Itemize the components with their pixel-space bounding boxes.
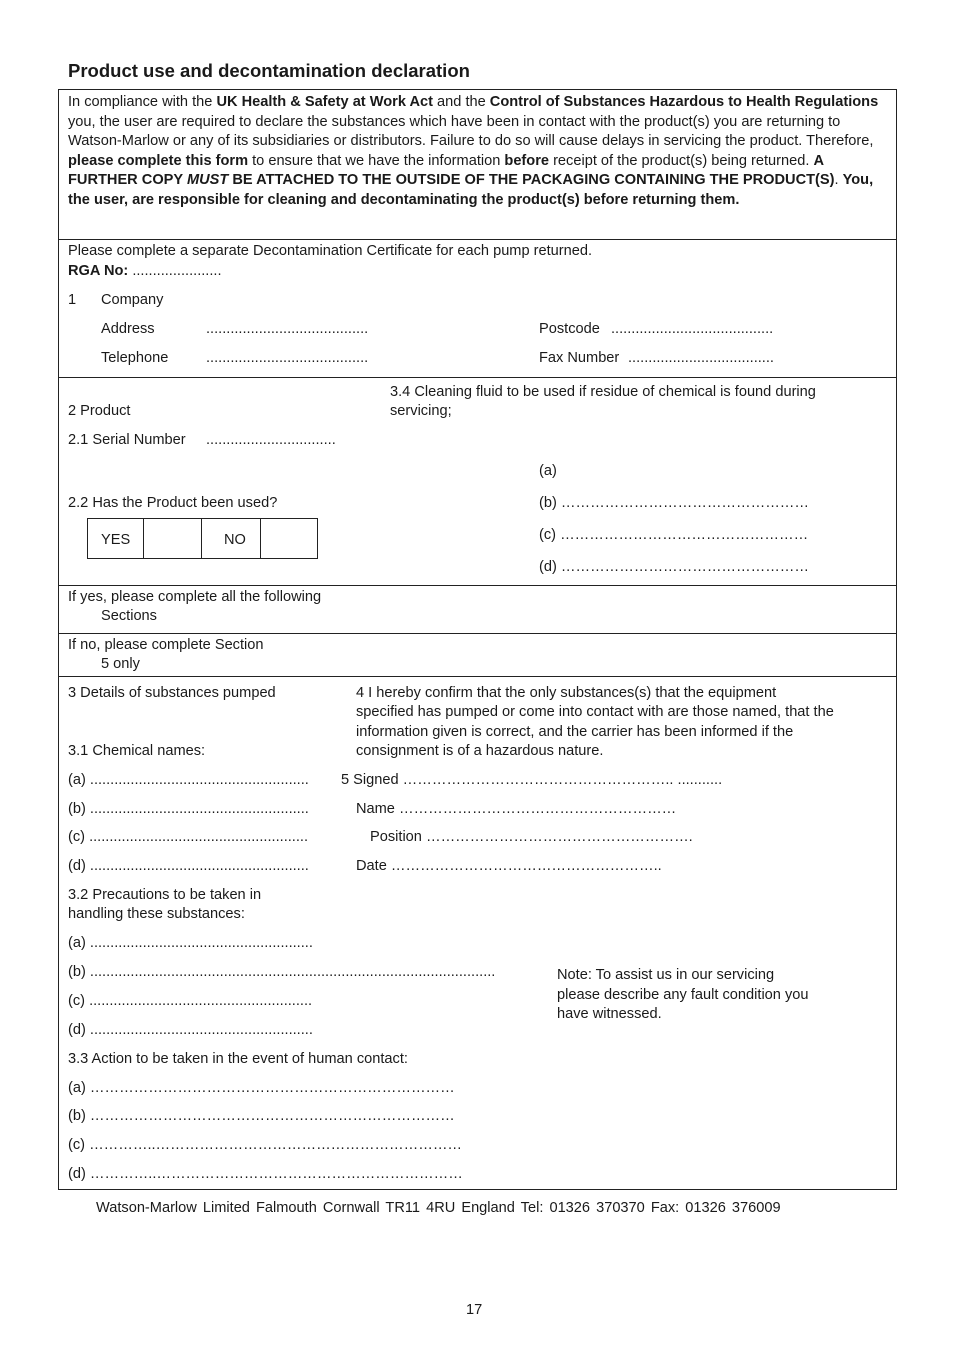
- if-yes-note-cont: Sections: [101, 608, 157, 624]
- cleaning-fluid-heading: 3.4 Cleaning fluid to be used if residue of chemical is found during: [390, 384, 816, 400]
- action-b[interactable]: (b) …………………………………………………………………: [68, 1108, 455, 1124]
- divider: [58, 239, 897, 240]
- intro-text: to ensure that we have the information: [248, 152, 505, 169]
- intro-text: and the: [432, 94, 490, 110]
- section-3-heading: 3 Details of substances pumped: [68, 685, 276, 701]
- chemical-name-a[interactable]: (a) ......................................................: [68, 772, 309, 788]
- divider: [58, 676, 897, 677]
- postcode-field[interactable]: ........................................: [611, 321, 774, 337]
- divider: [58, 633, 897, 634]
- precaution-a[interactable]: (a) .......................................................: [68, 935, 313, 951]
- separate-certificate-note: Please complete a separate Decontamination Certificate for each pump returned.: [68, 243, 593, 259]
- address-field[interactable]: ........................................: [206, 321, 369, 337]
- product-heading: 2 Product: [68, 403, 131, 419]
- company-label: Company: [101, 292, 164, 308]
- precaution-b[interactable]: (b) ....................................................................................................: [68, 964, 496, 980]
- position-field[interactable]: Position ……………………………………………….: [370, 829, 693, 845]
- no-checkbox[interactable]: [261, 519, 316, 557]
- product-used-question: 2.2 Has the Product been used?: [68, 495, 278, 511]
- cleaning-fluid-c[interactable]: (c) ……………………………………………: [539, 527, 809, 543]
- action-a[interactable]: (a) …………………………………………………………………: [68, 1080, 455, 1096]
- cleaning-fluid-d[interactable]: (d) ……………………………………………: [539, 559, 809, 575]
- serial-number-field[interactable]: ................................: [206, 432, 336, 448]
- intro-text: .: [834, 172, 843, 188]
- confirmation-line-2: specified has pumped or come into contact with are those named, that the: [356, 704, 834, 720]
- action-d[interactable]: (d) …………..………………………………………………………: [68, 1166, 463, 1182]
- chemical-name-c[interactable]: (c) ......................................................: [68, 829, 309, 845]
- cleaning-fluid-heading-cont: servicing;: [390, 403, 452, 419]
- intro-italic: MUST: [186, 172, 229, 188]
- page-number: 17: [466, 1302, 483, 1318]
- precautions-heading: 3.2 Precautions to be taken in: [68, 887, 262, 903]
- fax-field[interactable]: ....................................: [628, 350, 774, 366]
- box-divider: [201, 518, 202, 558]
- rga-field[interactable]: [68, 262, 222, 282]
- confirmation-line-1: 4 I hereby confirm that the only substances(s) that the equipment: [356, 685, 777, 701]
- page-title: Product use and decontamination declaration: [68, 60, 470, 81]
- intro-bold: Control of Substances Hazardous to Health Regulations: [489, 94, 879, 110]
- no-label: NO: [224, 532, 246, 548]
- chemical-name-d[interactable]: (d) ......................................................: [68, 858, 309, 874]
- if-yes-note: If yes, please complete all the following: [68, 589, 322, 605]
- rga-label: RGA No:: [68, 263, 129, 279]
- confirmation-line-3: information given is correct, and the carrier has been informed if the: [356, 724, 794, 740]
- human-contact-heading: 3.3 Action to be taken in the event of human contact:: [68, 1051, 408, 1067]
- note-line-2: please describe any fault condition you: [557, 987, 809, 1003]
- intro-text: In compliance with the: [68, 94, 217, 110]
- telephone-field[interactable]: ........................................: [206, 350, 369, 366]
- intro-bold: UK Health & Safety at Work Act: [216, 94, 433, 110]
- section-number-1: 1: [68, 292, 77, 308]
- if-no-note-cont: 5 only: [101, 656, 140, 672]
- confirmation-line-4: consignment is of a hazardous nature.: [356, 743, 604, 759]
- intro-bold: please complete this form: [68, 152, 249, 169]
- telephone-label: Telephone: [101, 350, 169, 366]
- rga-dots: ......................: [128, 263, 222, 279]
- signed-field[interactable]: 5 Signed ……………………………………………….. ...........: [341, 772, 723, 788]
- address-label: Address: [101, 321, 155, 337]
- date-field[interactable]: Date ………………………………………………..: [356, 858, 662, 874]
- serial-number-label: 2.1 Serial Number: [68, 432, 186, 448]
- intro-bold: before: [504, 152, 550, 169]
- postcode-label: Postcode: [539, 321, 600, 337]
- action-c[interactable]: (c) …………..………………………………………………………: [68, 1137, 463, 1153]
- note-line-3: have witnessed.: [557, 1006, 662, 1022]
- chemical-name-b[interactable]: (b) ......................................................: [68, 801, 309, 817]
- name-field[interactable]: Name …………………………………………………: [356, 801, 677, 817]
- yes-label: YES: [101, 532, 131, 548]
- yes-checkbox[interactable]: [144, 519, 201, 557]
- precautions-heading-cont: handling these substances:: [68, 906, 245, 922]
- precaution-c[interactable]: (c) .......................................................: [68, 993, 313, 1009]
- if-no-note: If no, please complete Section: [68, 637, 264, 653]
- chemical-names-label: 3.1 Chemical names:: [68, 743, 206, 759]
- intro-text: you, the user are required to declare the substances which have been in contact with the product(s) you are returning to Watson-Marlow or any of its subsidiaries or distributors. Failure to do so will cause delays in servicing the product. Therefore,: [68, 113, 874, 149]
- divider: [58, 377, 897, 378]
- company-footer: Watson-Marlow Limited Falmouth Cornwall TR11 4RU England Tel: 01326 370370 Fax: 01326 376009: [96, 1200, 781, 1216]
- cleaning-fluid-b[interactable]: (b) ……………………………………………: [539, 495, 809, 511]
- intro-paragraph: [68, 93, 886, 210]
- fax-label: Fax Number: [539, 350, 620, 366]
- intro-text: receipt of the product(s) being returned.: [549, 152, 814, 169]
- intro-bold: BE ATTACHED TO THE OUTSIDE OF THE PACKAGING CONTAINING THE PRODUCT(S): [228, 172, 835, 188]
- divider: [58, 585, 897, 586]
- intro-bold: A FURTHER COPY: [68, 152, 824, 188]
- cleaning-fluid-a[interactable]: (a): [539, 463, 557, 479]
- intro-bold: You, the user, are responsible for cleaning and decontaminating the product(s) before returning them.: [68, 172, 874, 208]
- note-line-1: Note: To assist us in our servicing: [557, 967, 775, 983]
- precaution-d[interactable]: (d) .......................................................: [68, 1022, 313, 1038]
